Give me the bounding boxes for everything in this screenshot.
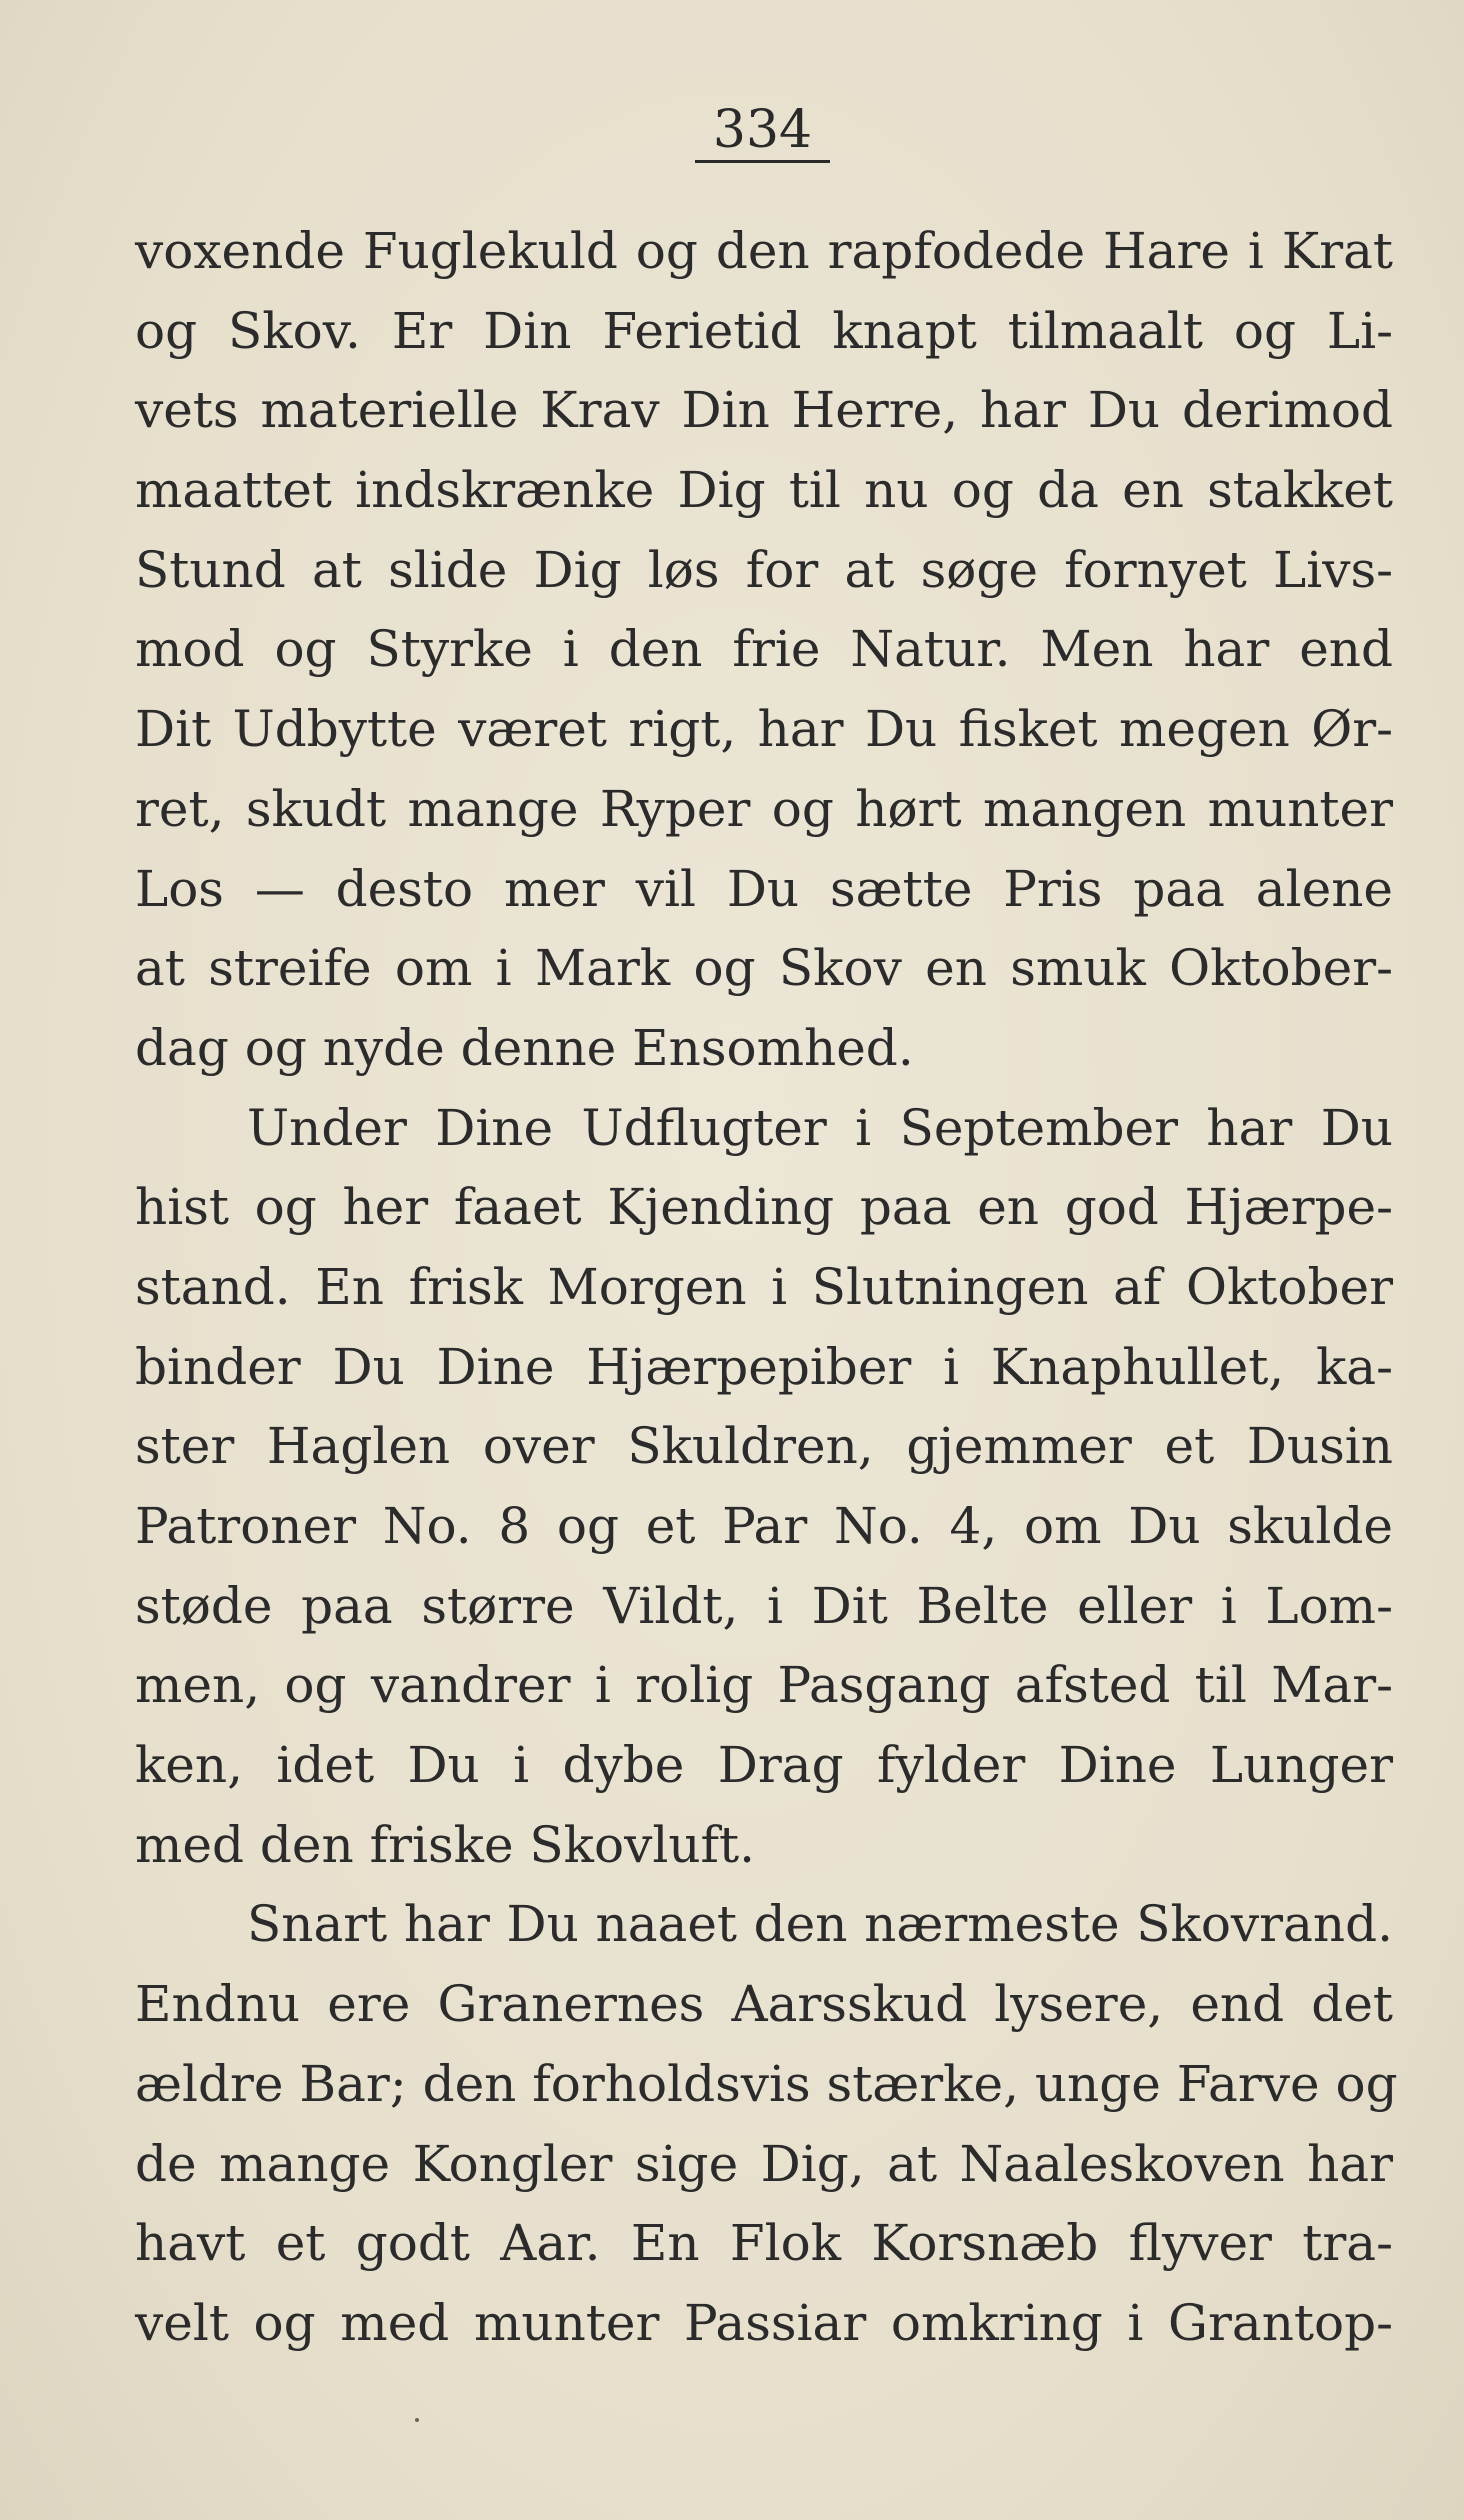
text-line: at streife om i Mark og Skov en smuk Oktober- <box>135 939 1393 998</box>
text-line: Stund at slide Dig løs for at søge fornyet Livs- <box>135 540 1393 599</box>
text-line: mod og Styrke i den frie Natur. Men har end <box>135 620 1393 679</box>
text-line: men, og vandrer i rolig Pasgang afsted til Mar- <box>135 1656 1393 1715</box>
text-line: Snart har Du naaet den nærmeste Skovrand. <box>247 1895 1393 1954</box>
text-line: og Skov. Er Din Ferietid knapt tilmaalt og Li- <box>135 301 1393 360</box>
text-line: Dit Udbytte været rigt, har Du fisket megen Ør- <box>135 700 1393 759</box>
text-line: havt et godt Aar. En Flok Korsnæb flyver tra- <box>135 2214 1393 2273</box>
text-line: vets materielle Krav Din Herre, har Du derimod <box>135 381 1393 440</box>
text-line: med den friske Skovluft. <box>135 1815 756 1874</box>
text-line: stand. En frisk Morgen i Slutningen af Oktober <box>135 1257 1393 1316</box>
text-line: hist og her faaet Kjending paa en god Hjærpe- <box>135 1178 1393 1237</box>
text-line: ældre Bar; den forholdsvis stærke, unge Farve og <box>135 2054 1398 2113</box>
text-line: Los — desto mer vil Du sætte Pris paa alene <box>135 859 1393 918</box>
text-line: velt og med munter Passiar omkring i Grantop- <box>135 2293 1393 2352</box>
body-text <box>135 212 1398 2364</box>
text-line: Endnu ere Granernes Aarsskud lysere, end det <box>135 1975 1393 2034</box>
text-line: ster Haglen over Skuldren, gjemmer et Dusin <box>135 1417 1393 1476</box>
text-line: Under Dine Udflugter i September har Du <box>247 1098 1393 1157</box>
text-line: Patroner No. 8 og et Par No. 4, om Du skulde <box>135 1497 1393 1555</box>
text-line: maattet indskrænke Dig til nu og da en stakket <box>135 461 1393 520</box>
text-line: støde paa større Vildt, i Dit Belte eller i Lom- <box>135 1576 1393 1635</box>
text-line: dag og nyde denne Ensomhed. <box>135 1018 914 1077</box>
text-line: de mange Kongler sige Dig, at Naaleskoven har <box>135 2134 1393 2193</box>
page-number: 334 <box>695 100 830 163</box>
text-line: voxende Fuglekuld og den rapfodede Hare i Krat <box>135 222 1393 280</box>
text-line: ken, idet Du i dybe Drag fylder Dine Lunger <box>135 1736 1393 1795</box>
text-line: binder Du Dine Hjærpepiber i Knaphullet, ka- <box>135 1337 1393 1396</box>
paper-speck <box>415 2418 419 2422</box>
text-line: ret, skudt mange Ryper og hørt mangen munter <box>135 779 1393 838</box>
